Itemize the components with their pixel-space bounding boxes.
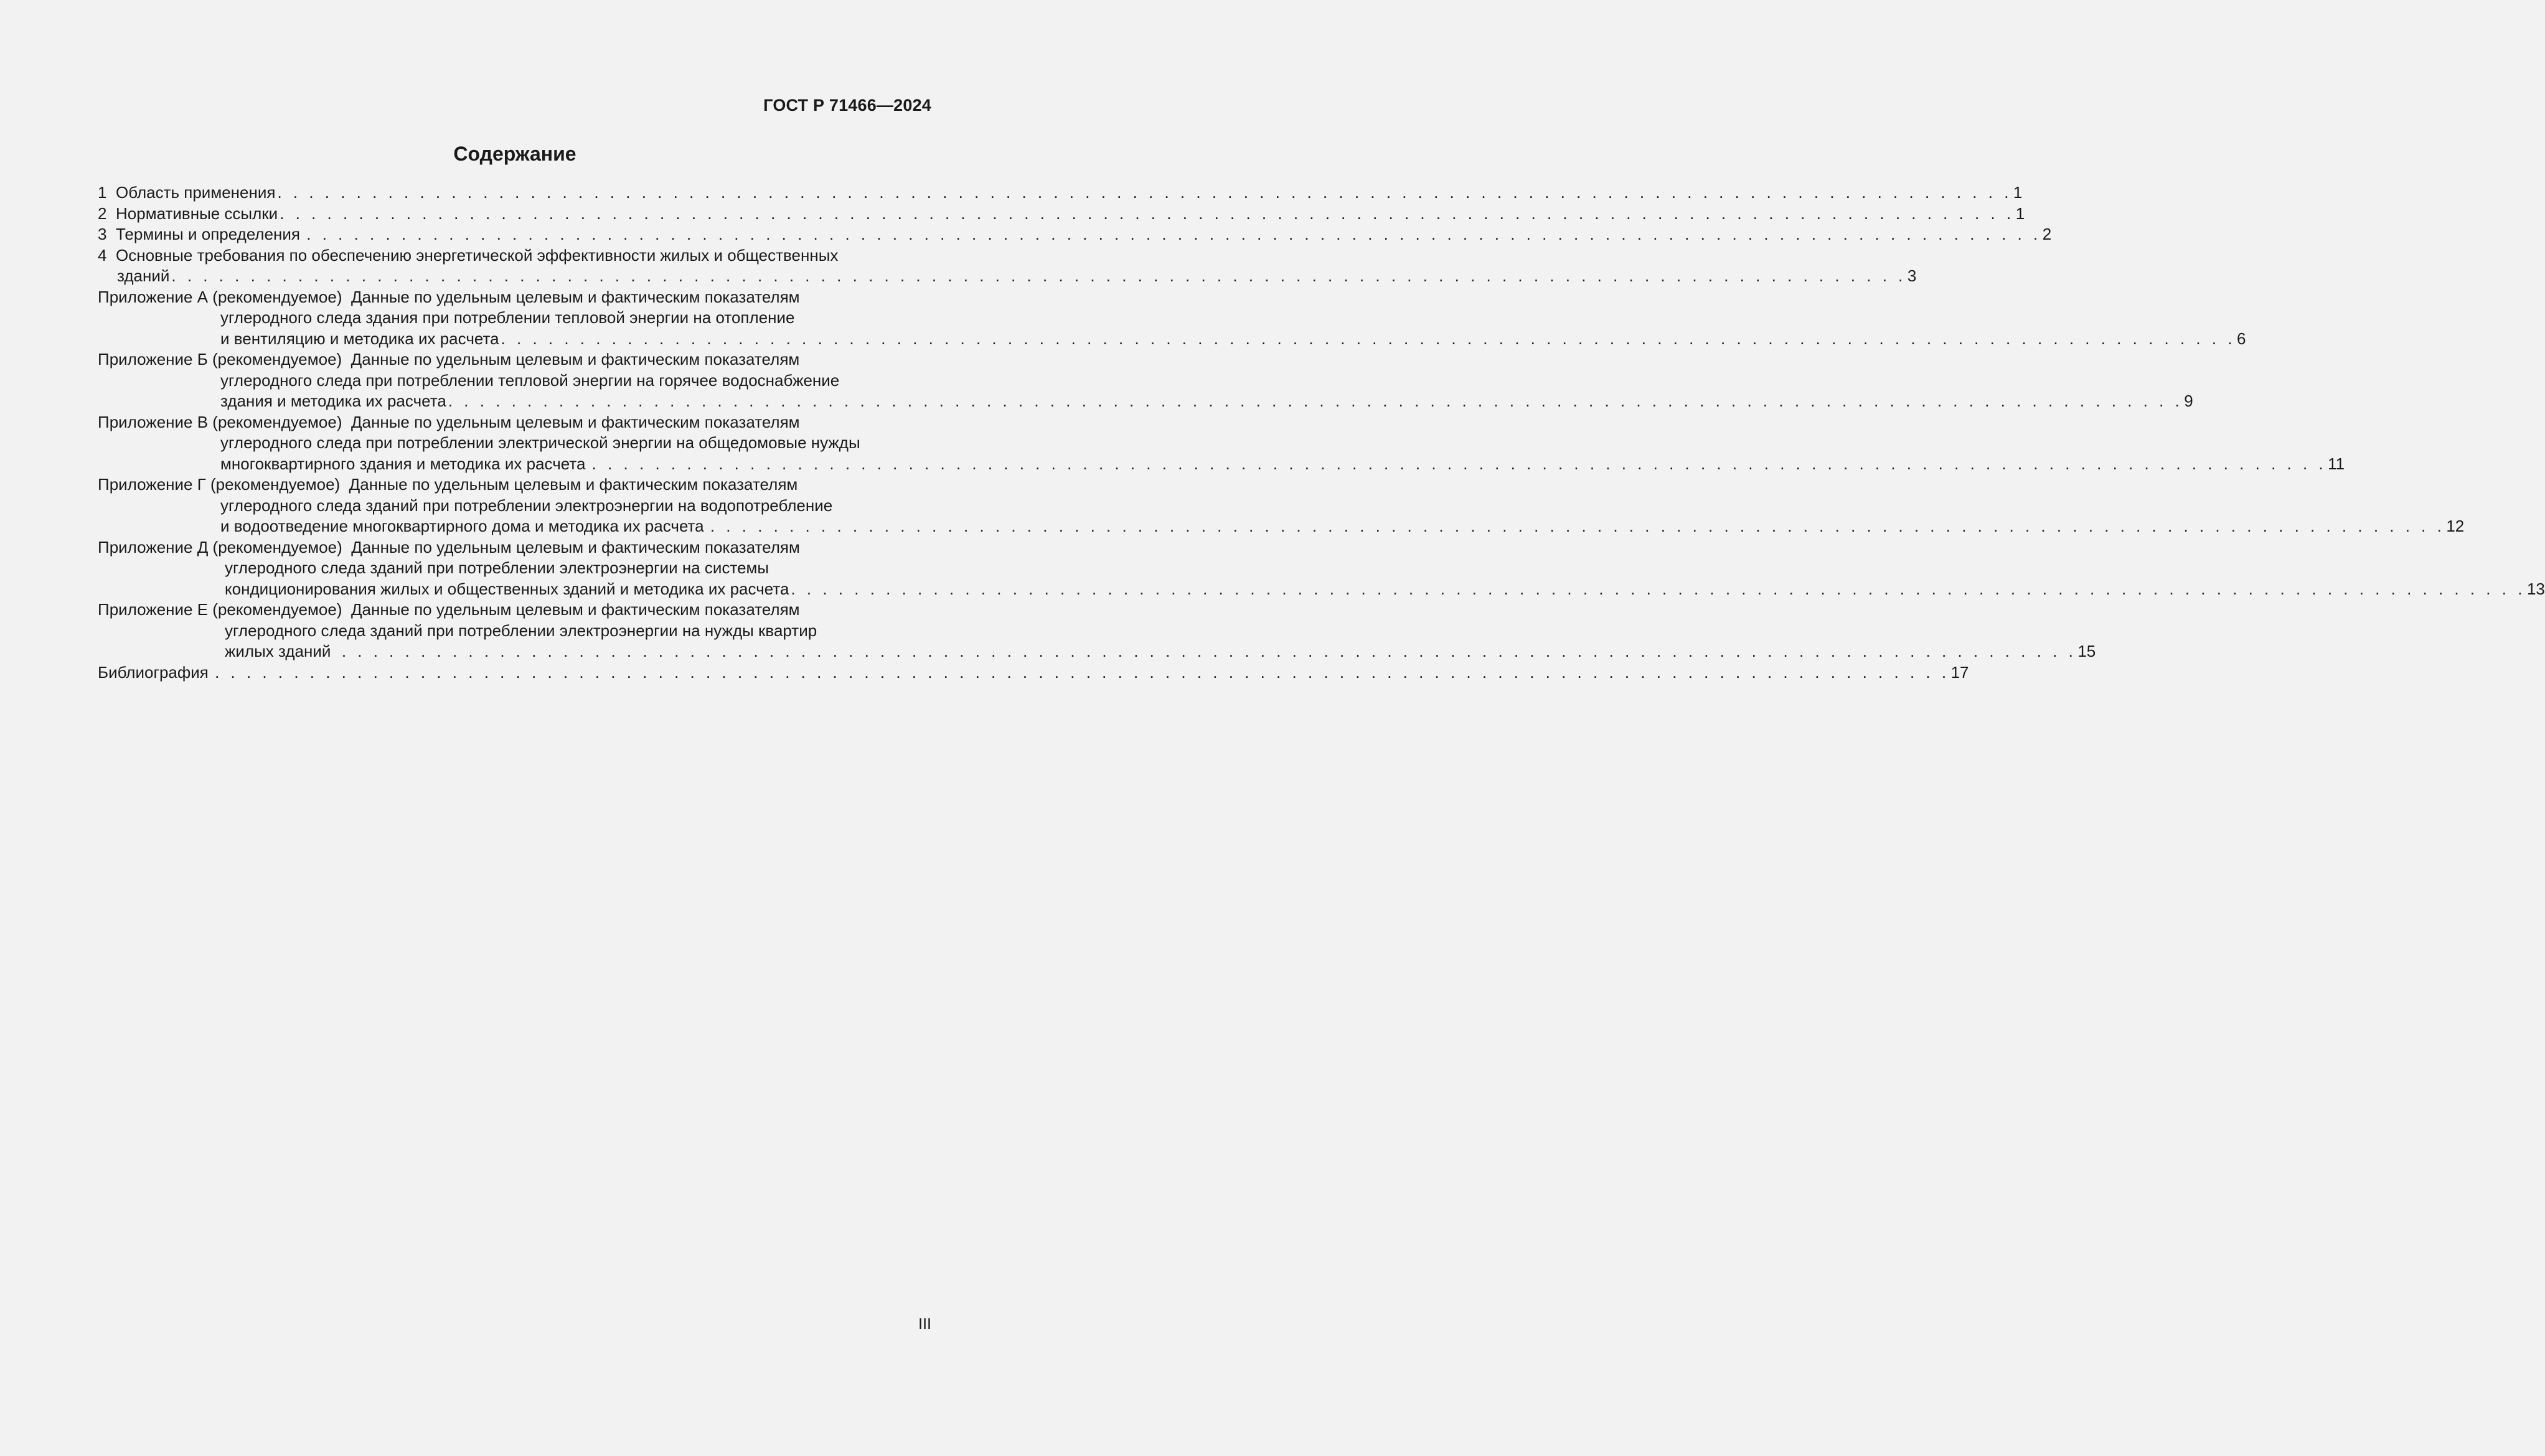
toc-page-number: 9 <box>2184 392 2193 410</box>
toc-entry-number: 4 <box>98 245 107 265</box>
toc-appendix-label: Приложение Г (рекомендуемое) <box>98 475 341 494</box>
page-number: III <box>918 1315 931 1333</box>
toc-entry-title-cont: жилых зданий <box>225 642 340 660</box>
toc-leader-dots: . . . . . . . . . . . . . . . . . . . . . . . . . . . . . . . . . . . . . . . . . . . . . . . . . . . . . . . . . . . . . . . . . . . . . . . . . . . . . . . . . . . . . . . . . . . . . . . . . . . . . . . . . . . . . . <box>171 266 1906 285</box>
toc-appendix-a[interactable] <box>98 287 2246 350</box>
toc-page-number: 2 <box>2042 225 2052 243</box>
toc-page-number: 3 <box>1907 266 1917 285</box>
toc-title: Содержание <box>453 143 576 165</box>
toc-entry-title-cont: углеродного следа зданий при потреблении электроэнергии на системы <box>225 558 769 577</box>
toc-entry-title: Термины и определения <box>116 225 305 243</box>
toc-page-number: 12 <box>2446 517 2465 535</box>
toc-leader-dots: . . . . . . . . . . . . . . . . . . . . . . . . . . . . . . . . . . . . . . . . . . . . . . . . . . . . . . . . . . . . . . . . . . . . . . . . . . . . . . . . . . . . . . . . . . . . . . . . . . . . . . . . . . . . . . <box>341 642 2077 660</box>
toc-entry-title: Нормативные ссылки <box>116 204 278 223</box>
toc-entry-number: 3 <box>98 225 107 243</box>
toc-leader-dots: . . . . . . . . . . . . . . . . . . . . . . . . . . . . . . . . . . . . . . . . . . . . . . . . . . . . . . . . . . . . . . . . . . . . . . . . . . . . . . . . . . . . . . . . . . . . . . . . . . . . . . . . . . . . . . <box>280 204 2015 223</box>
toc-appendix-e[interactable] <box>98 599 2096 662</box>
toc-appendix-g[interactable] <box>98 474 2465 537</box>
toc-entry-number: 2 <box>98 204 107 223</box>
toc-appendix-label: Приложение В (рекомендуемое) <box>98 412 342 431</box>
toc-entry-title: Данные по удельным целевым и фактическим показателям <box>349 475 798 494</box>
table-of-contents <box>98 182 2545 683</box>
toc-entry-title-cont: углеродного следа здания при потреблении тепловой энергии на отопление <box>220 308 795 327</box>
toc-page-number: 6 <box>2237 329 2246 348</box>
toc-leader-dots: . . . . . . . . . . . . . . . . . . . . . . . . . . . . . . . . . . . . . . . . . . . . . . . . . . . . . . . . . . . . . . . . . . . . . . . . . . . . . . . . . . . . . . . . . . . . . . . . . . . . . . . . . . . . . . <box>591 454 2327 473</box>
toc-entry-title-cont: углеродного следа зданий при потреблении электроэнергии на водопотребление <box>220 496 833 515</box>
toc-leader-dots: . . . . . . . . . . . . . . . . . . . . . . . . . . . . . . . . . . . . . . . . . . . . . . . . . . . . . . . . . . . . . . . . . . . . . . . . . . . . . . . . . . . . . . . . . . . . . . . . . . . . . . . . . . . . . . <box>710 517 2445 535</box>
toc-page-number: 1 <box>2015 204 2025 223</box>
toc-leader-dots: . . . . . . . . . . . . . . . . . . . . . . . . . . . . . . . . . . . . . . . . . . . . . . . . . . . . . . . . . . . . . . . . . . . . . . . . . . . . . . . . . . . . . . . . . . . . . . . . . . . . . . . . . . . . . . <box>215 662 1950 682</box>
toc-entry-title-cont: многоквартирного здания и методика их расчета <box>220 454 590 473</box>
toc-appendix-label: Приложение Е (рекомендуемое) <box>98 600 342 619</box>
toc-entry-title-cont: углеродного следа при потреблении тепловой энергии на горячее водоснабжение <box>220 370 840 390</box>
toc-entry-title: Данные по удельным целевым и фактическим показателям <box>350 287 800 306</box>
toc-appendix-label: Приложение Д (рекомендуемое) <box>98 537 342 557</box>
toc-appendix-d[interactable] <box>98 537 2545 600</box>
toc-appendix-v[interactable] <box>98 412 2345 475</box>
document-code: ГОСТ Р 71466—2024 <box>763 96 931 115</box>
toc-entry-title: Данные по удельным целевым и фактическим показателям <box>350 350 800 369</box>
toc-appendix-b[interactable] <box>98 349 2193 412</box>
toc-entry-title: Данные по удельным целевым и фактическим показателям <box>351 537 800 557</box>
toc-page-number: 17 <box>1950 662 1969 682</box>
toc-page-number: 13 <box>2526 579 2545 598</box>
toc-entry-number: 1 <box>98 183 107 202</box>
toc-entry-title-cont: зданий <box>117 266 170 285</box>
toc-leader-dots: . . . . . . . . . . . . . . . . . . . . . . . . . . . . . . . . . . . . . . . . . . . . . . . . . . . . . . . . . . . . . . . . . . . . . . . . . . . . . . . . . . . . . . . . . . . . . . . . . . . . . . . . . . . . . . <box>791 579 2526 598</box>
toc-page-number: 15 <box>2077 642 2096 660</box>
toc-entry-title: Основные требования по обеспечению энергетической эффективности жилых и общественных <box>116 245 839 265</box>
toc-entry-title-cont: и вентиляцию и методика их расчета <box>220 329 499 348</box>
toc-leader-dots: . . . . . . . . . . . . . . . . . . . . . . . . . . . . . . . . . . . . . . . . . . . . . . . . . . . . . . . . . . . . . . . . . . . . . . . . . . . . . . . . . . . . . . . . . . . . . . . . . . . . . . . . . . . . . . <box>277 183 2012 202</box>
toc-appendix-label: Приложение А (рекомендуемое) <box>98 287 342 306</box>
toc-entry-title-cont: и водоотведение многоквартирного дома и методика их расчета <box>220 517 708 535</box>
toc-entry-1[interactable] <box>98 182 2023 204</box>
toc-leader-dots: . . . . . . . . . . . . . . . . . . . . . . . . . . . . . . . . . . . . . . . . . . . . . . . . . . . . . . . . . . . . . . . . . . . . . . . . . . . . . . . . . . . . . . . . . . . . . . . . . . . . . . . . . . . . . . <box>306 225 2041 243</box>
toc-entry-title: Библиография <box>98 662 214 682</box>
toc-entry-2[interactable] <box>98 204 2025 225</box>
toc-bibliography[interactable] <box>98 662 1969 683</box>
toc-page-number: 1 <box>2013 183 2023 202</box>
toc-entry-title-cont: углеродного следа при потреблении электрической энергии на общедомовые нужды <box>220 433 860 452</box>
toc-entry-4[interactable] <box>98 245 1917 287</box>
toc-entry-title-cont: углеродного следа зданий при потреблении электроэнергии на нужды квартир <box>225 621 817 640</box>
toc-leader-dots: . . . . . . . . . . . . . . . . . . . . . . . . . . . . . . . . . . . . . . . . . . . . . . . . . . . . . . . . . . . . . . . . . . . . . . . . . . . . . . . . . . . . . . . . . . . . . . . . . . . . . . . . . . . . . . <box>501 329 2236 348</box>
toc-appendix-label: Приложение Б (рекомендуемое) <box>98 350 342 369</box>
toc-leader-dots: . . . . . . . . . . . . . . . . . . . . . . . . . . . . . . . . . . . . . . . . . . . . . . . . . . . . . . . . . . . . . . . . . . . . . . . . . . . . . . . . . . . . . . . . . . . . . . . . . . . . . . . . . . . . . . <box>448 392 2183 410</box>
toc-entry-title: Данные по удельным целевым и фактическим показателям <box>350 412 800 431</box>
toc-entry-3[interactable] <box>98 224 2052 245</box>
toc-entry-title: Область применения <box>116 183 276 202</box>
toc-entry-title: Данные по удельным целевым и фактическим показателям <box>350 600 800 619</box>
toc-entry-title-cont: здания и методика их расчета <box>220 392 446 410</box>
toc-entry-title-cont: кондиционирования жилых и общественных зданий и методика их расчета <box>225 579 789 598</box>
toc-page-number: 11 <box>2328 454 2345 473</box>
